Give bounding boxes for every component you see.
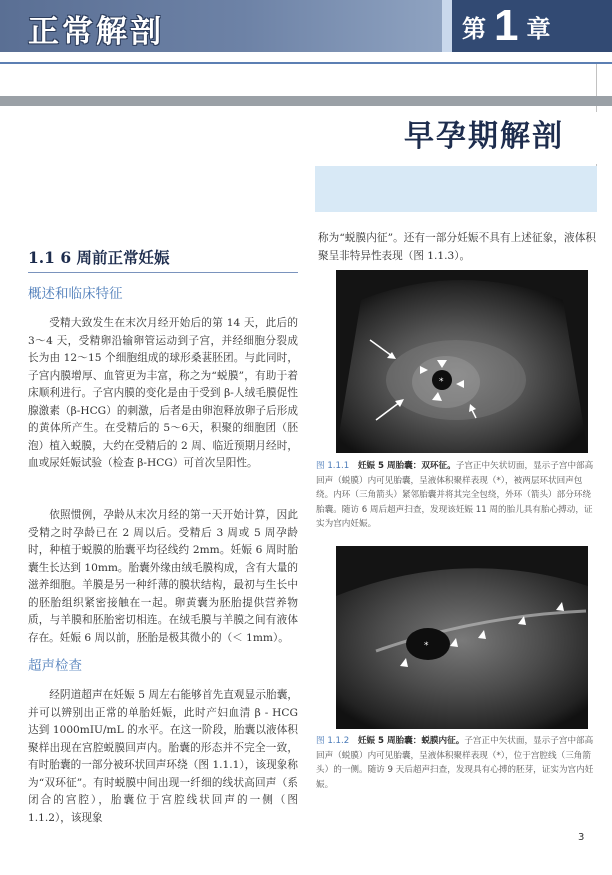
title-accent-box [315, 166, 597, 212]
subheading-overview: 概述和临床特征 [28, 286, 123, 302]
figure-2-title: 妊娠 5 周胎囊：蜕膜内征。 [357, 736, 465, 746]
ultrasound-image-2 [336, 546, 588, 729]
paragraph-3: 经阴道超声在妊娠 5 周左右能够首先直观显示胎囊，并可以辨别出正常的单胎妊娠，此时产妇血清 β - HCG 达到 1000mIU/mL 的水平。在这一阶段，胎囊以液体积聚样出现在宫腔蜕膜回声内。胎囊的形态并不完全一致，有时胎囊的一部分被环状回声环绕（图 1.1.1），该现象称为“双环征”。有时蜕膜中间出现一纤细的线状高回声（系闭合的宫腔），胎囊位于宫腔线状回声的一侧（图 1.1.2），该现象 [28, 689, 298, 824]
chapter-title: 早孕期解剖 [404, 119, 564, 154]
figure-1-title: 妊娠 5 周胎囊：双环征。 [357, 461, 456, 471]
figure-2-text: 子宫正中矢状面，显示子宫中部高回声（蜕膜）内可见胎囊，呈液体积聚样表现（*），位于宫腔线（三角箭头）的一侧。随访 9 天后超声扫查，发现具有心搏的胚芽，证实为宫内妊娠。 [316, 736, 594, 790]
paragraph-1: 受精大致发生在末次月经开始后的第 14 天，此后的 3～4 天，受精卵沿输卵管运动到子宫，并经细胞分裂成长为由 12～15 个细胞组成的球形桑葚胚团。与此同时，子宫内膜增厚、血管更为丰富，称之为“蜕膜”，有助于着床顺利进行。子宫内膜的变化是由于受到 β-人绒毛膜促性腺激素（β-HCG）的刺激，后者是由卵泡释放卵子后形成的黄体所产生。在受精后的 5～6天，积聚的细胞团（胚泡）植入蜕膜，大约在受精后的 2 周、临近预期月经时，血或尿妊娠试验（检查 β-HCG）可首次呈阳性。 [28, 317, 298, 469]
chapter-label [462, 0, 550, 52]
figure-1-text: 子宫正中矢状切面，显示子宫中部高回声（蜕膜）内可见胎囊，呈液体积聚样表现（*），被两层环状回声包绕。内环（三角箭头）紧邻胎囊并将其完全包绕，外环（箭头）部分环绕胎囊。随访 6 周后超声扫查，发现该妊娠 11 周的胎儿具有胎心搏动，证实为宫内妊娠。 [316, 461, 594, 529]
figure-2-caption [316, 734, 594, 792]
ultrasound-image-1 [336, 270, 588, 453]
section-rule [28, 272, 298, 273]
chapter-suffix: 章 [526, 14, 551, 43]
chapter-number: 1 [494, 1, 519, 50]
figure-2-label: 图 1.1.2 [316, 736, 350, 746]
title-gray-bar [0, 96, 612, 106]
svg-text:*: * [424, 641, 429, 651]
page-number: 3 [578, 832, 585, 843]
paragraph-continued: 称为“蜕膜内征”。还有一部分妊娠不具有上述征象，液体积聚呈非特异性表现（图 1.1.3）。 [318, 232, 596, 262]
subheading-ultrasound: 超声检查 [28, 658, 82, 674]
figure-1-caption [316, 459, 594, 532]
chapter-prefix: 第 [462, 14, 486, 43]
header-rule [0, 62, 612, 64]
section-title: 正常解剖 [28, 14, 164, 50]
figure-1-label: 图 1.1.1 [316, 461, 350, 471]
paragraph-2: 依照惯例，孕龄从末次月经的第一天开始计算，因此受精之时孕龄已在 2 周以后。受精后 3 周或 5 周孕龄时，种植于蜕膜的胎囊平均径线约 2mm。妊娠 6 周时胎囊生长达到 10mm。胎囊外缘由绒毛膜构成，含有大量的滋养细胞。羊膜是另一种纤薄的膜状结构，最初与生长中的胚胎组织紧密接触在一起。卵黄囊为胚胎提供营养物质，与羊膜和胚胎密切相连。在绒毛膜与羊膜之间有液体存在。妊娠 6 周以前，胚胎是极其微小的（＜ 1mm）。 [28, 509, 298, 644]
svg-text:*: * [439, 377, 444, 387]
section-heading: 1.1 6 周前正常妊娠 [28, 248, 170, 267]
